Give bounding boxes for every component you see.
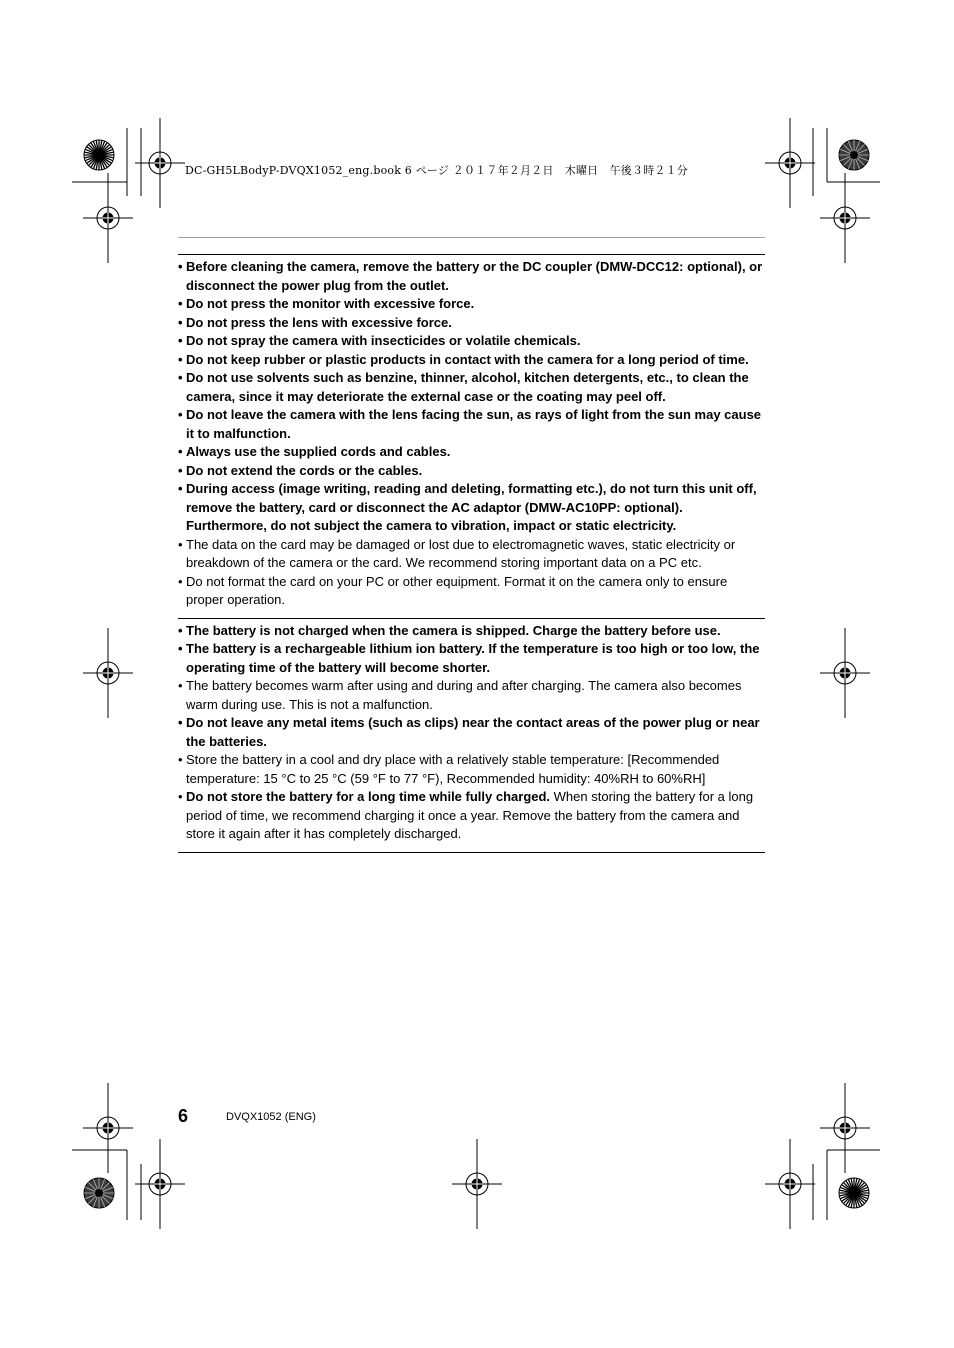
care-item: • During access (image writing, reading and deleting, formatting etc.), do not turn this unit off, remove the battery, card or disconnect the AC adaptor (DMW-AC10PP: optional). Furthermore, do not subject the camera to vibration, impact or static electricity. [178, 480, 765, 536]
care-item: • Do not spray the camera with insecticides or volatile chemicals. [178, 332, 765, 351]
battery-item-bold: Do not store the battery for a long time while fully charged. [186, 789, 551, 804]
care-item: • Do not keep rubber or plastic products in contact with the camera for a long period of time. [178, 351, 765, 370]
print-header: DC-GH5LBodyP-DVQX1052_eng.book 6 ページ ２０１７年２月２日 木曜日 午後３時２１分 [185, 164, 688, 177]
care-list [178, 258, 765, 610]
care-item: • The data on the card may be damaged or lost due to electromagnetic waves, static electricity or breakdown of the camera or the card. We recommend storing important data on a PC etc. [178, 536, 765, 573]
care-item: • Do not use solvents such as benzine, thinner, alcohol, kitchen detergents, etc., to clean the camera, since it may deteriorate the external case or the coating may peel off. [178, 369, 765, 406]
top-rule [178, 237, 765, 238]
section-care-rule [178, 254, 765, 255]
care-item: • Before cleaning the camera, remove the battery or the DC coupler (DMW-DCC12: optional), or disconnect the power plug from the outlet. [178, 258, 765, 295]
battery-list [178, 622, 765, 844]
care-item: • Do not leave the camera with the lens facing the sun, as rays of light from the sun may cause it to malfunction. [178, 406, 765, 443]
battery-item: • Do not leave any metal items (such as clips) near the contact areas of the power plug or near the batteries. [178, 714, 765, 751]
battery-item-rest: When storing the battery for a long period of time, we recommend charging it once a year. Remove the battery from the camera and store it again after it has completely discharged. [186, 789, 754, 841]
battery-item: • Store the battery in a cool and dry place with a relatively stable temperature: [Recommended temperature: 15 °C to 25 °C (59 °F to 77 °F), Recommended humidity: 40%RH to 60%RH] [178, 751, 765, 788]
bottom-rule [178, 852, 765, 853]
page-number: 6 [178, 1106, 189, 1126]
battery-item [178, 788, 765, 844]
battery-item: • The battery is a rechargeable lithium ion battery. If the temperature is too high or too low, the operating time of the battery will become shorter. [178, 640, 765, 677]
care-item: • Do not press the monitor with excessive force. [178, 295, 765, 314]
battery-item: • The battery is not charged when the camera is shipped. Charge the battery before use. [178, 622, 765, 641]
document-code: DVQX1052 (ENG) [226, 1111, 316, 1123]
page-content [178, 237, 765, 853]
battery-item: • The battery becomes warm after using and during and after charging. The camera also becomes warm during use. This is not a malfunction. [178, 677, 765, 714]
care-item: • Do not format the card on your PC or other equipment. Format it on the camera only to ensure proper operation. [178, 573, 765, 610]
care-item: • Always use the supplied cords and cables. [178, 443, 765, 462]
section-battery-rule [178, 618, 765, 619]
care-item: • Do not press the lens with excessive force. [178, 314, 765, 333]
care-item: • Do not extend the cords or the cables. [178, 462, 765, 481]
